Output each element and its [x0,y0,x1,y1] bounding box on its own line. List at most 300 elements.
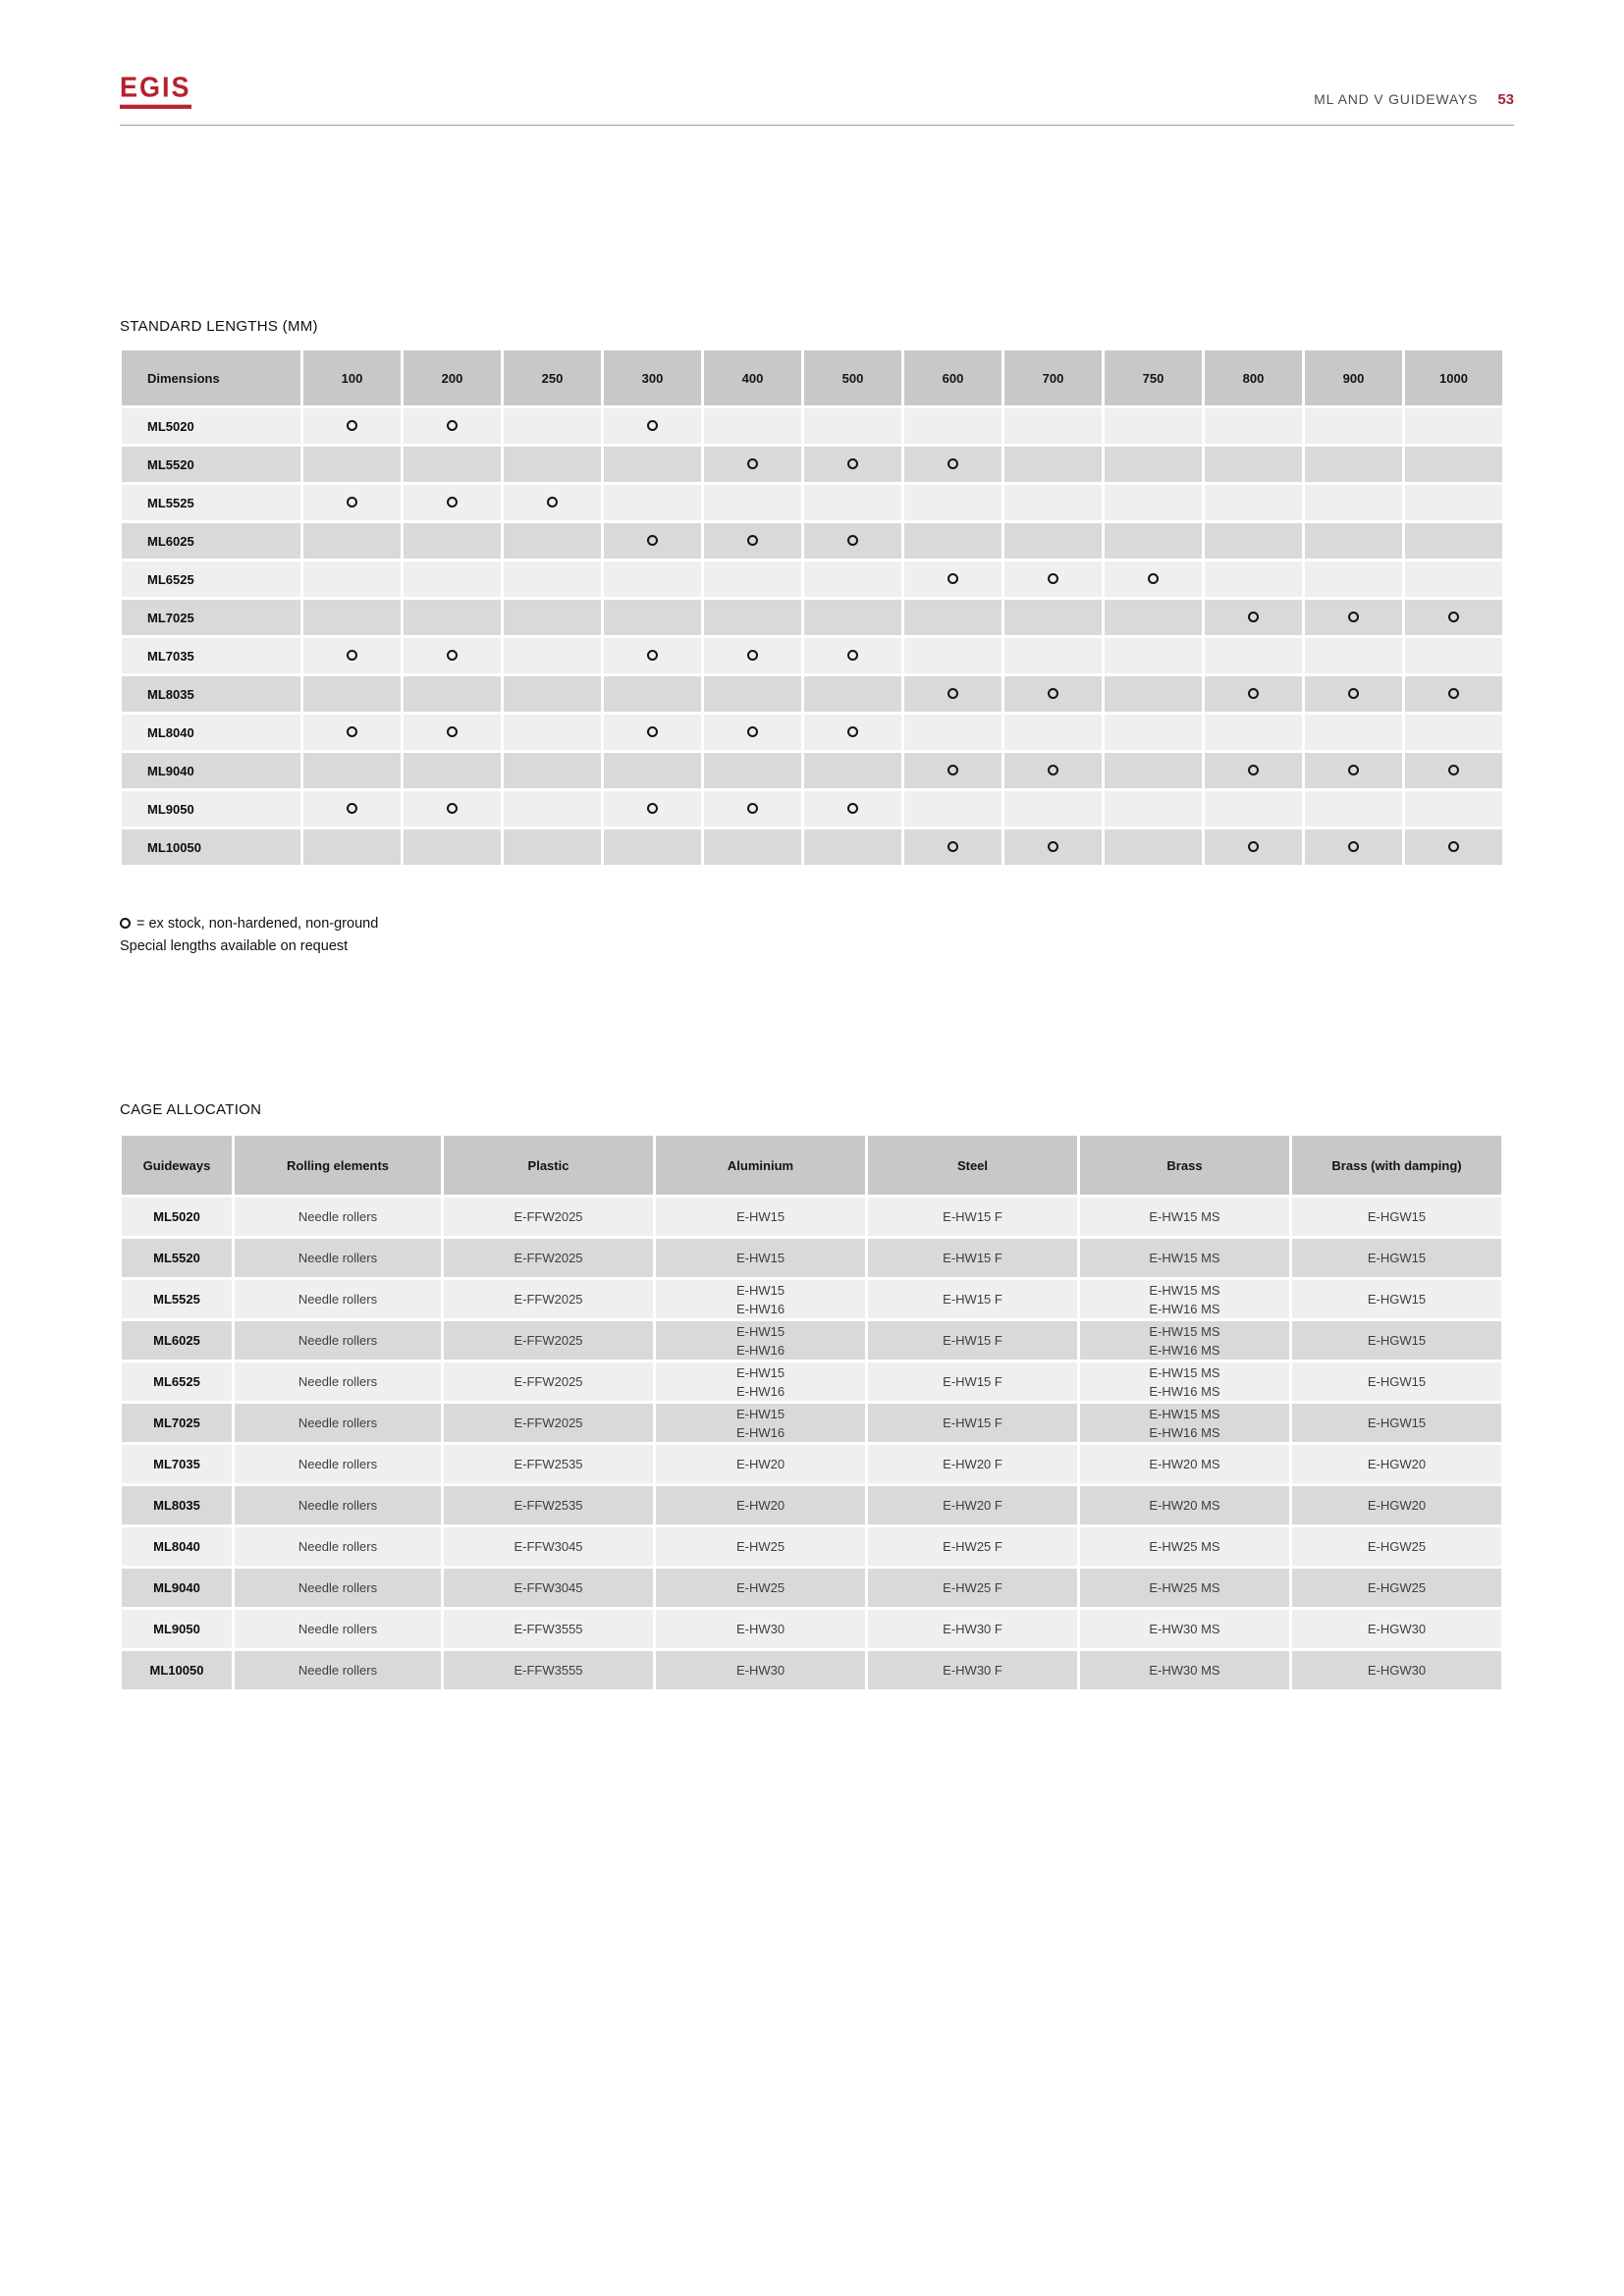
brass-cage-cell [1080,1362,1289,1401]
cage-part-number: E-FFW2535 [514,1457,583,1471]
brass-damping-cage-cell [1292,1445,1501,1483]
guideway-label: ML6025 [122,1321,232,1360]
availability-cell [1105,447,1202,482]
guideway-label: ML9050 [122,1610,232,1648]
stock-circle-icon [847,458,858,469]
availability-cell [1205,485,1302,520]
rolling-elements-cell [235,1527,441,1566]
guideway-label: ML5525 [122,1280,232,1318]
cage-allocation-body [122,1198,1501,1689]
availability-cell [504,829,601,865]
availability-cell [704,791,801,827]
cage-part-number: E-HW15 [735,1323,785,1339]
availability-cell [704,676,801,712]
availability-cell [704,753,801,788]
dimensions-column-header: Dimensions [122,350,300,405]
standard-lengths-table [119,347,1505,868]
cage-part-number: E-HW15 MS [1149,1209,1220,1224]
availability-cell [804,523,901,559]
stock-circle-icon [1048,573,1058,584]
cage-part-number: E-HW16 MS [1149,1301,1220,1316]
availability-cell [604,447,701,482]
stock-circle-icon [847,726,858,737]
cage-part-number: E-HW15 F [943,1333,1002,1348]
cage-part-number: E-HW16 MS [1149,1383,1220,1399]
cage-allocation-row [122,1321,1501,1360]
cage-part-number: E-HGW25 [1367,1539,1427,1554]
availability-cell [904,523,1001,559]
cage-part-number: E-HW20 [735,1457,785,1471]
cage-allocation-row [122,1445,1501,1483]
length-column-header: 1000 [1405,350,1502,405]
availability-cell [1405,485,1502,520]
cage-part-number: E-HW25 F [943,1580,1002,1595]
cage-column-header: Guideways [122,1136,232,1195]
standard-lengths-row [122,753,1502,788]
steel-cage-cell [868,1362,1077,1401]
availability-cell [904,753,1001,788]
availability-cell [1105,676,1202,712]
stock-circle-icon [747,726,758,737]
availability-cell [1305,447,1402,482]
availability-cell [804,791,901,827]
cage-part-number: E-HW30 [735,1663,785,1678]
availability-cell [704,600,801,635]
stock-circle-icon [847,535,858,546]
availability-cell [904,829,1001,865]
aluminium-cage-cell [656,1527,865,1566]
brass-cage-cell [1080,1280,1289,1318]
guideway-label: ML7035 [122,1445,232,1483]
stock-circle-icon [1148,573,1159,584]
availability-cell [904,600,1001,635]
availability-cell [504,447,601,482]
standard-lengths-body [122,408,1502,865]
standard-lengths-row [122,600,1502,635]
availability-cell [904,447,1001,482]
cage-part-number: Needle rollers [298,1457,378,1471]
cage-part-number: E-FFW3045 [514,1539,583,1554]
plastic-cage-cell [444,1527,653,1566]
brass-cage-cell [1080,1445,1289,1483]
standard-lengths-header-row [122,350,1502,405]
stock-circle-icon [647,535,658,546]
cage-part-number: E-HGW15 [1367,1251,1427,1265]
stock-circle-icon [347,726,357,737]
availability-cell [303,829,401,865]
cage-part-number: E-HW15 F [943,1251,1002,1265]
availability-cell [303,600,401,635]
guideway-label: ML5520 [122,1239,232,1277]
dimension-label: ML6025 [122,523,300,559]
availability-cell [1305,715,1402,750]
length-column-header: 250 [504,350,601,405]
availability-cell [1205,638,1302,673]
dimension-label: ML8035 [122,676,300,712]
plastic-cage-cell [444,1610,653,1648]
availability-cell [804,638,901,673]
availability-cell [303,485,401,520]
availability-cell [604,523,701,559]
steel-cage-cell [868,1404,1077,1442]
length-column-header: 300 [604,350,701,405]
stock-circle-icon [947,573,958,584]
stock-circle-icon [347,650,357,661]
cage-part-number: E-HGW15 [1367,1374,1427,1389]
dimension-label: ML5020 [122,408,300,444]
cage-allocation-row [122,1569,1501,1607]
availability-cell [1004,638,1102,673]
cage-allocation-row [122,1362,1501,1401]
cage-column-header: Aluminium [656,1136,865,1195]
availability-cell [404,600,501,635]
brass-cage-cell [1080,1198,1289,1236]
availability-cell [1105,600,1202,635]
availability-cell [404,638,501,673]
guideway-label: ML10050 [122,1651,232,1689]
standard-lengths-row [122,715,1502,750]
plastic-cage-cell [444,1239,653,1277]
cage-part-number: E-HW20 [735,1498,785,1513]
stock-circle-icon [347,497,357,507]
availability-cell [1405,715,1502,750]
cage-column-header: Brass [1080,1136,1289,1195]
availability-cell [1205,600,1302,635]
availability-cell [504,676,601,712]
cage-part-number: E-FFW2025 [514,1415,583,1430]
availability-cell [1205,715,1302,750]
steel-cage-cell [868,1321,1077,1360]
rolling-elements-cell [235,1404,441,1442]
length-column-header: 400 [704,350,801,405]
availability-cell [404,408,501,444]
cage-part-number: E-FFW2025 [514,1292,583,1307]
availability-cell [404,829,501,865]
availability-cell [704,829,801,865]
brass-cage-cell [1080,1486,1289,1524]
availability-cell [1405,753,1502,788]
cage-part-number: E-HW20 MS [1149,1498,1220,1513]
stock-circle-icon [1348,612,1359,622]
standard-lengths-row [122,523,1502,559]
cage-allocation-row [122,1651,1501,1689]
availability-cell [404,715,501,750]
cage-column-header: Brass (with damping) [1292,1136,1501,1195]
availability-cell [704,408,801,444]
availability-cell [404,485,501,520]
availability-cell [1004,600,1102,635]
stock-circle-icon [1448,612,1459,622]
availability-cell [1205,676,1302,712]
cage-part-number: E-FFW2025 [514,1374,583,1389]
brass-damping-cage-cell [1292,1362,1501,1401]
cage-part-number: E-HW30 [735,1622,785,1636]
stock-circle-icon [1448,841,1459,852]
cage-part-number: E-FFW2025 [514,1333,583,1348]
legend-line-marker [120,913,1514,935]
availability-cell [904,638,1001,673]
availability-cell [1004,523,1102,559]
availability-cell [804,753,901,788]
availability-cell [1105,408,1202,444]
standard-lengths-row [122,829,1502,865]
availability-cell [1004,408,1102,444]
guideway-label: ML7025 [122,1404,232,1442]
rolling-elements-cell [235,1651,441,1689]
cage-allocation-row [122,1239,1501,1277]
page-content [120,0,1514,1692]
availability-cell [1305,791,1402,827]
stock-circle-icon [747,535,758,546]
header-right [1314,91,1514,108]
brass-cage-cell [1080,1569,1289,1607]
cage-column-header: Rolling elements [235,1136,441,1195]
dimension-label: ML9050 [122,791,300,827]
steel-cage-cell [868,1610,1077,1648]
availability-cell [1004,829,1102,865]
availability-cell [504,715,601,750]
aluminium-cage-cell [656,1486,865,1524]
cage-part-number: Needle rollers [298,1622,378,1636]
availability-cell [303,676,401,712]
stock-circle-icon [1048,765,1058,775]
aluminium-cage-cell [656,1404,865,1442]
length-column-header: 700 [1004,350,1102,405]
length-column-header: 750 [1105,350,1202,405]
cage-part-number: E-FFW3555 [514,1622,583,1636]
cage-part-number: E-FFW3555 [514,1663,583,1678]
cage-part-number: Needle rollers [298,1209,378,1224]
dimension-label: ML10050 [122,829,300,865]
brass-cage-cell [1080,1404,1289,1442]
availability-cell [1205,408,1302,444]
availability-cell [1205,523,1302,559]
aluminium-cage-cell [656,1610,865,1648]
cage-part-number: Needle rollers [298,1292,378,1307]
cage-part-number: E-HW25 MS [1149,1580,1220,1595]
cage-part-number: E-HGW30 [1367,1663,1427,1678]
stock-circle-icon [1048,841,1058,852]
brass-cage-cell [1080,1610,1289,1648]
cage-allocation-table [119,1133,1504,1692]
cage-part-number: E-HW15 [735,1282,785,1298]
availability-cell [604,829,701,865]
brass-damping-cage-cell [1292,1198,1501,1236]
availability-cell [1405,561,1502,597]
stock-circle-icon [347,803,357,814]
rolling-elements-cell [235,1198,441,1236]
egis-logo: EGIS [120,74,191,109]
cage-part-number: E-HW15 MS [1149,1251,1220,1265]
standard-lengths-row [122,447,1502,482]
length-column-header: 100 [303,350,401,405]
standard-lengths-row [122,791,1502,827]
availability-cell [404,447,501,482]
availability-cell [604,676,701,712]
availability-cell [1305,561,1402,597]
length-column-header: 800 [1205,350,1302,405]
cage-part-number: E-HGW30 [1367,1622,1427,1636]
availability-cell [404,561,501,597]
availability-cell [303,447,401,482]
cage-part-number: E-HGW15 [1367,1415,1427,1430]
availability-cell [804,561,901,597]
availability-cell [303,715,401,750]
cage-part-number: E-HW16 [735,1301,785,1316]
availability-cell [804,829,901,865]
availability-cell [1405,791,1502,827]
availability-cell [404,523,501,559]
availability-cell [704,561,801,597]
availability-cell [1405,523,1502,559]
availability-cell [1405,829,1502,865]
availability-cell [1405,408,1502,444]
standard-lengths-legend [120,913,1514,958]
cage-part-number: E-HW15 [735,1209,785,1224]
cage-allocation-row [122,1280,1501,1318]
availability-cell [1305,600,1402,635]
brass-damping-cage-cell [1292,1610,1501,1648]
availability-cell [1405,638,1502,673]
rolling-elements-cell [235,1486,441,1524]
aluminium-cage-cell [656,1321,865,1360]
availability-cell [1405,676,1502,712]
cage-part-number: E-HW15 MS [1149,1364,1220,1380]
availability-cell [604,408,701,444]
stock-circle-icon [447,650,458,661]
cage-part-number: E-HW25 F [943,1539,1002,1554]
availability-cell [1004,447,1102,482]
availability-cell [303,523,401,559]
cage-part-number: E-HW16 [735,1424,785,1440]
cage-part-number: E-HW16 [735,1383,785,1399]
cage-part-number: E-HW30 MS [1149,1663,1220,1678]
cage-part-number: E-HW30 MS [1149,1622,1220,1636]
page-number: 53 [1497,91,1514,108]
standard-lengths-row [122,561,1502,597]
cage-part-number: E-HW15 F [943,1209,1002,1224]
stock-circle-icon [1348,841,1359,852]
availability-cell [404,791,501,827]
plastic-cage-cell [444,1569,653,1607]
cage-part-number: E-HW20 MS [1149,1457,1220,1471]
rolling-elements-cell [235,1239,441,1277]
brass-cage-cell [1080,1239,1289,1277]
guideway-label: ML8040 [122,1527,232,1566]
dimension-label: ML5520 [122,447,300,482]
plastic-cage-cell [444,1445,653,1483]
availability-cell [604,638,701,673]
guideway-label: ML5020 [122,1198,232,1236]
availability-cell [1004,676,1102,712]
cage-part-number: E-HW15 [735,1251,785,1265]
availability-cell [1004,791,1102,827]
legend-line-note: Special lengths available on request [120,938,349,954]
plastic-cage-cell [444,1404,653,1442]
stock-circle-icon [447,726,458,737]
brass-damping-cage-cell [1292,1239,1501,1277]
availability-cell [604,485,701,520]
rolling-elements-cell [235,1280,441,1318]
stock-circle-icon [747,458,758,469]
cage-part-number: E-HGW15 [1367,1209,1427,1224]
length-column-header: 900 [1305,350,1402,405]
stock-circle-icon [947,688,958,699]
cage-allocation-header-row [122,1136,1501,1195]
standard-lengths-row [122,676,1502,712]
cage-allocation-row [122,1404,1501,1442]
availability-cell [1004,561,1102,597]
standard-lengths-title: STANDARD LENGTHS (MM) [120,318,318,335]
availability-cell [1105,829,1202,865]
cage-part-number: E-HGW15 [1367,1333,1427,1348]
stock-circle-icon [1448,765,1459,775]
availability-cell [1305,829,1402,865]
plastic-cage-cell [444,1651,653,1689]
cage-allocation-title: CAGE ALLOCATION [120,1101,262,1118]
stock-circle-icon [1048,688,1058,699]
availability-cell [804,600,901,635]
availability-cell [804,676,901,712]
dimension-label: ML7035 [122,638,300,673]
availability-cell [1004,485,1102,520]
stock-circle-icon [1248,688,1259,699]
cage-part-number: E-HGW20 [1367,1498,1427,1513]
cage-part-number: E-HGW25 [1367,1580,1427,1595]
stock-circle-icon [647,726,658,737]
availability-cell [504,561,601,597]
availability-cell [1405,600,1502,635]
dimension-label: ML5525 [122,485,300,520]
steel-cage-cell [868,1651,1077,1689]
availability-cell [504,523,601,559]
cage-part-number: E-FFW3045 [514,1580,583,1595]
guideway-label: ML6525 [122,1362,232,1401]
cage-part-number: Needle rollers [298,1498,378,1513]
guideway-label: ML9040 [122,1569,232,1607]
availability-cell [1405,447,1502,482]
cage-part-number: Needle rollers [298,1333,378,1348]
availability-cell [303,561,401,597]
availability-cell [404,676,501,712]
brass-cage-cell [1080,1321,1289,1360]
cage-part-number: Needle rollers [298,1251,378,1265]
cage-part-number: E-FFW2025 [514,1251,583,1265]
standard-lengths-row [122,485,1502,520]
stock-circle-icon [120,918,131,929]
rolling-elements-cell [235,1445,441,1483]
availability-cell [904,408,1001,444]
stock-circle-icon [647,650,658,661]
cage-part-number: Needle rollers [298,1539,378,1554]
availability-cell [904,485,1001,520]
stock-circle-icon [447,497,458,507]
availability-cell [604,561,701,597]
availability-cell [404,753,501,788]
steel-cage-cell [868,1569,1077,1607]
availability-cell [704,638,801,673]
availability-cell [504,408,601,444]
length-column-header: 600 [904,350,1001,405]
brass-damping-cage-cell [1292,1527,1501,1566]
stock-circle-icon [747,803,758,814]
stock-circle-icon [1448,688,1459,699]
availability-cell [1105,753,1202,788]
availability-cell [704,485,801,520]
rolling-elements-cell [235,1321,441,1360]
cage-column-header: Steel [868,1136,1077,1195]
stock-circle-icon [647,420,658,431]
